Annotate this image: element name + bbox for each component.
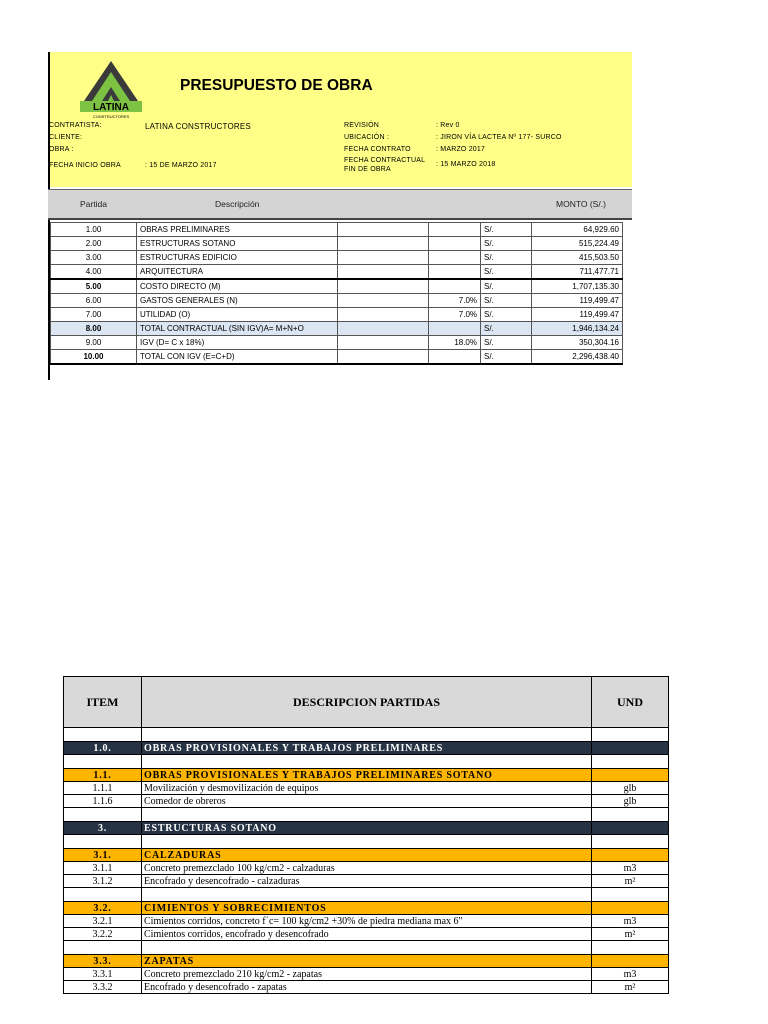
budget-cell-currency: S/. — [481, 251, 532, 265]
contratista-label: CONTRATISTA: — [49, 122, 102, 129]
partida-und — [592, 849, 669, 862]
blank-row — [64, 755, 669, 769]
partida-und: m3 — [592, 968, 669, 981]
partida-desc: OBRAS PROVISIONALES Y TRABAJOS PRELIMINARES — [142, 742, 592, 755]
budget-cell-descripcion: ARQUITECTURA — [137, 265, 338, 280]
blank-cell — [64, 888, 142, 902]
partida-und — [592, 955, 669, 968]
partida-code: 3.2.2 — [64, 928, 142, 941]
budget-cell-monto: 350,304.16 — [532, 336, 623, 350]
blank-cell — [592, 888, 669, 902]
partida-desc: CALZADURAS — [142, 849, 592, 862]
budget-cell-descripcion: ESTRUCTURAS SOTANO — [137, 237, 338, 251]
partida-code: 3.1. — [64, 849, 142, 862]
budget-cell-blank-cell — [338, 223, 429, 237]
budget-cell-currency: S/. — [481, 265, 532, 280]
item-row — [64, 928, 669, 941]
budget-cell-percentage: 18.0% — [429, 336, 481, 350]
header-und: UND — [592, 677, 669, 728]
fecha-inicio-label: FECHA INICIO OBRA — [49, 162, 121, 169]
partida-code: 3.2.1 — [64, 915, 142, 928]
budget-row — [51, 237, 623, 251]
partida-und — [592, 902, 669, 915]
fecha-contractual-label: FECHA CONTRACTUAL — [344, 157, 426, 164]
budget-cell-monto: 711,477.71 — [532, 265, 623, 280]
budget-row — [51, 279, 623, 294]
budget-cell-partida: 7.00 — [51, 308, 137, 322]
partida-code: 3.1.2 — [64, 875, 142, 888]
partida-code: 3.3.1 — [64, 968, 142, 981]
fecha-contrato-value: : MARZO 2017 — [436, 146, 486, 153]
blank-row — [64, 888, 669, 902]
fecha-fin-value: : 15 MARZO 2018 — [436, 161, 496, 168]
col-descripcion: Descripción — [215, 199, 260, 209]
budget-cell-monto: 415,503.50 — [532, 251, 623, 265]
col-monto: MONTO (S/.) — [556, 199, 606, 209]
fecha-inicio-value: : 15 DE MARZO 2017 — [145, 162, 217, 169]
budget-cell-monto: 1,707,135.30 — [532, 279, 623, 294]
partida-und — [592, 742, 669, 755]
partida-und: m² — [592, 928, 669, 941]
partida-und: m² — [592, 875, 669, 888]
budget-cell-monto: 119,499.47 — [532, 294, 623, 308]
budget-cell-descripcion: ESTRUCTURAS EDIFICIO — [137, 251, 338, 265]
blank-cell — [64, 835, 142, 849]
subsection-row — [64, 769, 669, 782]
partida-code: 1.1.6 — [64, 795, 142, 808]
budget-cell-partida: 6.00 — [51, 294, 137, 308]
budget-cell-currency: S/. — [481, 294, 532, 308]
logo-text: LATINA — [93, 102, 129, 113]
partida-und: m3 — [592, 915, 669, 928]
page-title: PRESUPUESTO DE OBRA — [180, 77, 373, 94]
budget-cell-descripcion: UTILIDAD (O) — [137, 308, 338, 322]
budget-cell-percentage — [429, 279, 481, 294]
budget-cell-partida: 4.00 — [51, 265, 137, 280]
partida-desc: Encofrado y desencofrado - calzaduras — [142, 875, 592, 888]
item-row — [64, 782, 669, 795]
blank-cell — [142, 808, 592, 822]
budget-cell-currency: S/. — [481, 336, 532, 350]
header-item: ITEM — [64, 677, 142, 728]
blank-cell — [142, 755, 592, 769]
partidas-table — [63, 676, 669, 994]
partida-desc: Cimientos corridos, concreto f´c= 100 kg/cm2 +30% de piedra mediana max 6" — [142, 915, 592, 928]
section-row — [64, 742, 669, 755]
partida-und: glb — [592, 782, 669, 795]
budget-cell-blank-cell — [338, 336, 429, 350]
budget-row — [51, 336, 623, 350]
budget-cell-currency: S/. — [481, 237, 532, 251]
budget-cell-monto: 2,296,438.40 — [532, 350, 623, 365]
budget-cell-monto: 515,224.49 — [532, 237, 623, 251]
partida-code: 3.1.1 — [64, 862, 142, 875]
fecha-contrato-label: FECHA CONTRATO — [344, 146, 411, 153]
budget-cell-currency: S/. — [481, 308, 532, 322]
budget-row — [51, 350, 623, 365]
partida-code: 1.0. — [64, 742, 142, 755]
budget-cell-blank-cell — [338, 265, 429, 280]
blank-row — [64, 835, 669, 849]
partida-desc: ESTRUCTURAS SOTANO — [142, 822, 592, 835]
budget-cell-blank-cell — [338, 237, 429, 251]
item-row — [64, 981, 669, 994]
budget-cell-partida: 1.00 — [51, 223, 137, 237]
item-row — [64, 862, 669, 875]
partida-code: 1.1.1 — [64, 782, 142, 795]
budget-cell-percentage: 7.0% — [429, 294, 481, 308]
blank-cell — [64, 728, 142, 742]
partida-desc: Comedor de obreros — [142, 795, 592, 808]
budget-cell-partida: 8.00 — [51, 322, 137, 336]
partida-desc: Cimientos corridos, encofrado y desencofrado — [142, 928, 592, 941]
partida-und — [592, 822, 669, 835]
item-row — [64, 968, 669, 981]
blank-cell — [142, 835, 592, 849]
ubicacion-label: UBICACIÓN : — [344, 134, 389, 141]
blank-cell — [142, 728, 592, 742]
blank-cell — [592, 808, 669, 822]
budget-cell-blank-cell — [338, 251, 429, 265]
contratista-value: LATINA CONSTRUCTORES — [145, 122, 251, 131]
budget-column-header — [48, 189, 632, 220]
budget-row — [51, 322, 623, 336]
blank-cell — [592, 755, 669, 769]
subsection-row — [64, 955, 669, 968]
budget-cell-partida: 3.00 — [51, 251, 137, 265]
budget-row — [51, 223, 623, 237]
budget-cell-currency: S/. — [481, 279, 532, 294]
blank-row — [64, 808, 669, 822]
budget-cell-blank-cell — [338, 322, 429, 336]
budget-cell-descripcion: OBRAS PRELIMINARES — [137, 223, 338, 237]
budget-cell-percentage — [429, 322, 481, 336]
budget-row — [51, 294, 623, 308]
revision-label: REVISIÓN — [344, 122, 380, 129]
budget-cell-partida: 10.00 — [51, 350, 137, 365]
header-descripcion: DESCRIPCION PARTIDAS — [142, 677, 592, 728]
partida-code: 3.3.2 — [64, 981, 142, 994]
partida-desc: Movilización y desmovilización de equipos — [142, 782, 592, 795]
partida-code: 3. — [64, 822, 142, 835]
item-row — [64, 915, 669, 928]
budget-cell-descripcion: TOTAL CON IGV (E=C+D) — [137, 350, 338, 365]
budget-cell-blank-cell — [338, 350, 429, 365]
blank-cell — [142, 941, 592, 955]
subsection-row — [64, 902, 669, 915]
revision-value: : Rev 0 — [436, 122, 460, 129]
partida-desc: Concreto premezclado 210 kg/cm2 - zapatas — [142, 968, 592, 981]
budget-cell-blank-cell — [338, 294, 429, 308]
budget-cell-currency: S/. — [481, 322, 532, 336]
budget-cell-monto: 1,946,134.24 — [532, 322, 623, 336]
fin-de-obra-label: FIN DE OBRA — [344, 166, 391, 173]
partida-code: 3.3. — [64, 955, 142, 968]
blank-cell — [64, 941, 142, 955]
budget-cell-percentage — [429, 251, 481, 265]
col-partida: Partida — [80, 199, 107, 209]
blank-cell — [64, 808, 142, 822]
budget-cell-descripcion: COSTO DIRECTO (M) — [137, 279, 338, 294]
budget-cell-partida: 2.00 — [51, 237, 137, 251]
subsection-row — [64, 849, 669, 862]
budget-row — [51, 265, 623, 280]
blank-cell — [142, 888, 592, 902]
budget-cell-blank-cell — [338, 279, 429, 294]
budget-table — [50, 222, 623, 365]
partida-code: 1.1. — [64, 769, 142, 782]
partida-und: m² — [592, 981, 669, 994]
budget-row — [51, 251, 623, 265]
budget-cell-partida: 5.00 — [51, 279, 137, 294]
blank-cell — [592, 941, 669, 955]
logo-subtext: CONSTRUCTORES — [92, 114, 130, 119]
blank-cell — [592, 835, 669, 849]
partidas-header-row — [64, 677, 669, 728]
blank-cell — [64, 755, 142, 769]
item-row — [64, 875, 669, 888]
partida-desc: CIMIENTOS Y SOBRECIMIENTOS — [142, 902, 592, 915]
budget-cell-partida: 9.00 — [51, 336, 137, 350]
budget-cell-percentage — [429, 237, 481, 251]
section-row — [64, 822, 669, 835]
blank-row — [64, 941, 669, 955]
partida-und: glb — [592, 795, 669, 808]
cliente-label: CLIENTE: — [49, 134, 83, 141]
partida-und — [592, 769, 669, 782]
partida-desc: Concreto premezclado 100 kg/cm2 - calzaduras — [142, 862, 592, 875]
budget-cell-percentage — [429, 350, 481, 365]
item-row — [64, 795, 669, 808]
budget-cell-percentage — [429, 223, 481, 237]
budget-cell-descripcion: GASTOS GENERALES (N) — [137, 294, 338, 308]
budget-cell-descripcion: TOTAL CONTRACTUAL (SIN IGV)A= M+N+O — [137, 322, 338, 336]
budget-cell-percentage — [429, 265, 481, 280]
budget-cell-monto: 64,929.60 — [532, 223, 623, 237]
partida-desc: ZAPATAS — [142, 955, 592, 968]
partida-desc: Encofrado y desencofrado - zapatas — [142, 981, 592, 994]
budget-cell-percentage: 7.0% — [429, 308, 481, 322]
budget-cell-currency: S/. — [481, 223, 532, 237]
ubicacion-value: : JIRON VÍA LACTEA Nº 177- SURCO — [436, 134, 562, 141]
blank-row — [64, 728, 669, 742]
latina-logo — [78, 57, 144, 119]
obra-label: OBRA : — [49, 146, 74, 153]
budget-cell-monto: 119,499.47 — [532, 308, 623, 322]
budget-cell-currency: S/. — [481, 350, 532, 365]
partida-und: m3 — [592, 862, 669, 875]
budget-cell-descripcion: IGV (D= C x 18%) — [137, 336, 338, 350]
budget-cell-blank-cell — [338, 308, 429, 322]
partida-code: 3.2. — [64, 902, 142, 915]
partida-desc: OBRAS PROVISIONALES Y TRABAJOS PRELIMINARES SOTANO — [142, 769, 592, 782]
blank-cell — [592, 728, 669, 742]
budget-row — [51, 308, 623, 322]
